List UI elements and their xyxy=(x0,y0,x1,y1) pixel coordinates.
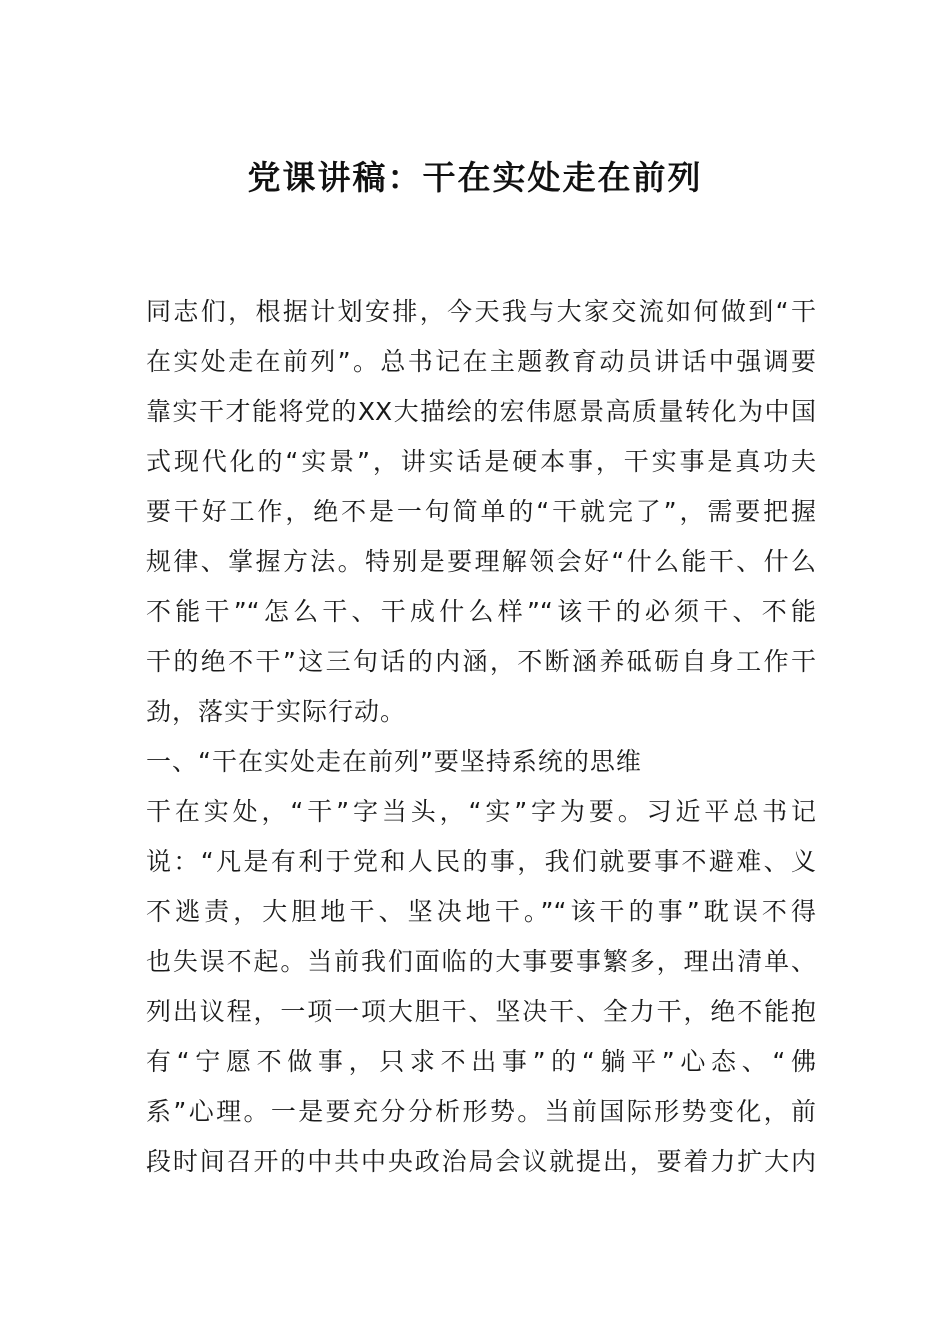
paragraph-line: 干的绝不干”这三句话的内涵，不断涵养砥砺自身工作干 xyxy=(146,647,816,676)
document-title: 党课讲稿：干在实处走在前列 xyxy=(247,158,703,197)
paragraph-line: 说：“凡是有利于党和人民的事，我们就要事不避难、义 xyxy=(146,847,816,876)
document-body xyxy=(146,292,816,1192)
paragraph-line: 劲，落实于实际行动。 xyxy=(146,697,407,726)
paragraph-line: 同志们，根据计划安排，今天我与大家交流如何做到“干 xyxy=(146,297,816,326)
paragraph-line: 不逃责，大胆地干、坚决地干。”“该干的事”耽误不得 xyxy=(146,897,816,926)
paragraph-line: 有“宁愿不做事，只求不出事”的“躺平”心态、“佛 xyxy=(146,1047,816,1076)
paragraph-line: 也失误不起。当前我们面临的大事要事繁多，理出清单、 xyxy=(146,947,816,976)
paragraph-line: 段时间召开的中共中央政治局会议就提出，要着力扩大内 xyxy=(146,1147,816,1176)
paragraph-line: 干在实处，“干”字当头，“实”字为要。习近平总书记 xyxy=(146,797,816,826)
paragraph-line: 列出议程，一项一项大胆干、坚决干、全力干，绝不能抱 xyxy=(146,997,816,1026)
paragraph-line: 不能干”“怎么干、干成什么样”“该干的必须干、不能 xyxy=(146,597,816,626)
section-heading: 一、“干在实处走在前列”要坚持系统的思维 xyxy=(146,747,642,776)
paragraph-line: 要干好工作，绝不是一句简单的“干就完了”，需要把握 xyxy=(146,497,816,526)
paragraph-line: 在实处走在前列”。总书记在主题教育动员讲话中强调要 xyxy=(146,347,816,376)
paragraph-line: 规律、掌握方法。特别是要理解领会好“什么能干、什么 xyxy=(146,547,816,576)
paragraph-line: 系”心理。一是要充分分析形势。当前国际形势变化，前 xyxy=(146,1097,816,1126)
paragraph-line: 式现代化的“实景”，讲实话是硬本事，干实事是真功夫 xyxy=(146,447,816,476)
paragraph-line: 靠实干才能将党的XX大描绘的宏伟愿景高质量转化为中国 xyxy=(146,397,816,426)
